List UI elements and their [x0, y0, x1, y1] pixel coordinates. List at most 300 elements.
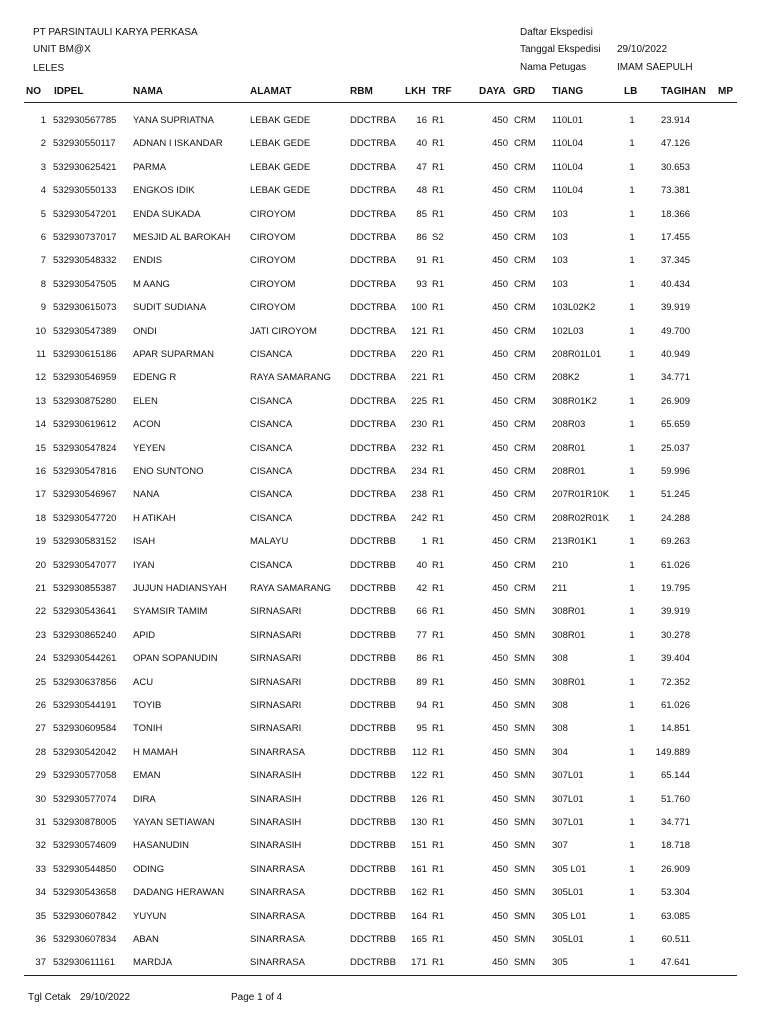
cell-no: 32	[35, 840, 46, 852]
cell-lkh: 86	[416, 232, 427, 243]
cell-tiang: 307L01	[552, 770, 584, 782]
cell-lkh: 47	[416, 161, 427, 173]
table-row	[0, 302, 768, 314]
cell-no: 36	[35, 934, 46, 945]
cell-lkh: 234	[411, 466, 427, 477]
table-row	[0, 606, 768, 618]
cell-lb: 1	[629, 325, 635, 337]
cell-grd: CRM	[514, 302, 536, 314]
cell-rbm: DDCTRBA	[350, 395, 396, 407]
cell-trf: R1	[432, 466, 445, 477]
cell-rbm: DDCTRBA	[350, 185, 396, 197]
cell-alamat: LEBAK GEDE	[250, 185, 311, 197]
officer-label: Nama Petugas	[520, 62, 587, 73]
area-name: LELES	[33, 63, 65, 74]
cell-trf: R1	[432, 840, 445, 852]
cell-nama: NANA	[133, 489, 160, 501]
cell-grd: CRM	[514, 232, 536, 243]
cell-rbm: DDCTRBB	[350, 559, 396, 571]
col-trf: TRF	[432, 86, 452, 97]
cell-lkh: 121	[411, 325, 427, 337]
cell-lb: 1	[629, 302, 635, 314]
cell-lkh: 161	[411, 863, 427, 875]
cell-tagihan: 61.026	[660, 700, 690, 711]
cell-alamat: SIRNASARI	[250, 606, 302, 618]
cell-rbm: DDCTRBB	[350, 723, 396, 735]
cell-grd: SMN	[514, 817, 536, 828]
cell-no: 30	[35, 793, 46, 805]
cell-lb: 1	[629, 606, 635, 618]
cell-alamat: CIROYOM	[250, 232, 296, 243]
cell-alamat: CISANCA	[250, 512, 293, 524]
cell-no: 22	[35, 606, 46, 618]
cell-lb: 1	[629, 583, 635, 594]
cell-daya: 450	[492, 395, 508, 407]
cell-lb: 1	[629, 278, 635, 290]
table-row	[0, 700, 768, 712]
cell-daya: 450	[492, 863, 508, 875]
col-alamat: ALAMAT	[250, 86, 292, 97]
cell-trf: R1	[432, 793, 445, 805]
cell-daya: 450	[492, 349, 508, 360]
cell-trf: R1	[432, 419, 445, 431]
cell-no: 27	[35, 723, 46, 735]
cell-tiang: 208K2	[552, 372, 580, 384]
cell-trf: R1	[432, 536, 445, 548]
cell-alamat: CIROYOM	[250, 255, 296, 267]
table-row	[0, 630, 768, 642]
cell-tagihan: 51.760	[660, 793, 690, 805]
cell-trf: R1	[432, 161, 445, 173]
cell-grd: CRM	[514, 161, 536, 173]
cell-trf: R1	[432, 349, 445, 360]
cell-lkh: 165	[411, 934, 427, 945]
cell-tiang: 208R03	[552, 419, 586, 431]
cell-lkh: 221	[411, 372, 427, 384]
cell-idpel: 532930543658	[53, 887, 117, 899]
cell-no: 9	[40, 302, 46, 314]
cell-tiang: 110L04	[552, 185, 583, 197]
cell-trf: R1	[432, 115, 445, 126]
table-row	[0, 279, 768, 291]
cell-daya: 450	[492, 583, 508, 594]
table-row	[0, 489, 768, 501]
cell-lkh: 112	[411, 746, 427, 758]
date-label: Tanggal Ekspedisi	[520, 44, 601, 55]
cell-trf: R1	[432, 910, 445, 922]
cell-idpel: 532930548332	[53, 255, 117, 267]
cell-daya: 450	[492, 442, 508, 454]
cell-daya: 450	[492, 793, 508, 805]
cell-tagihan: 37.345	[660, 255, 690, 267]
cell-tagihan: 30.653	[660, 161, 690, 173]
cell-lb: 1	[629, 372, 635, 384]
cell-daya: 450	[492, 161, 508, 173]
cell-lkh: 232	[411, 442, 427, 454]
col-nama: NAMA	[133, 86, 163, 97]
cell-daya: 450	[492, 934, 508, 945]
cell-rbm: DDCTRBB	[350, 583, 396, 594]
cell-tagihan: 65.659	[660, 419, 690, 431]
cell-lb: 1	[629, 653, 635, 665]
table-bottom-divider	[24, 975, 737, 976]
table-row	[0, 232, 768, 244]
cell-alamat: CISANCA	[250, 395, 293, 407]
cell-grd: CRM	[514, 466, 536, 477]
cell-nama: ENO SUNTONO	[133, 466, 204, 477]
cell-trf: R1	[432, 372, 445, 384]
cell-rbm: DDCTRBB	[350, 957, 396, 969]
cell-no: 17	[35, 489, 46, 501]
cell-lkh: 122	[411, 770, 427, 782]
cell-daya: 450	[492, 840, 508, 852]
cell-lb: 1	[629, 934, 635, 945]
cell-tagihan: 24.288	[660, 512, 690, 524]
cell-lb: 1	[629, 185, 635, 197]
cell-rbm: DDCTRBA	[350, 349, 396, 360]
cell-alamat: SINARASIH	[250, 793, 302, 805]
cell-no: 21	[35, 583, 46, 594]
table-row	[0, 864, 768, 876]
cell-nama: ABAN	[133, 934, 159, 945]
cell-idpel: 532930615073	[53, 302, 117, 314]
cell-idpel: 532930737017	[53, 232, 117, 243]
cell-idpel: 532930550117	[53, 138, 116, 150]
cell-tagihan: 61.026	[660, 559, 690, 571]
cell-tiang: 308R01K2	[552, 395, 597, 407]
cell-trf: R1	[432, 512, 445, 524]
cell-tiang: 305L01	[552, 934, 584, 945]
cell-grd: CRM	[514, 372, 536, 384]
cell-trf: R1	[432, 863, 445, 875]
cell-no: 16	[35, 466, 46, 477]
cell-lkh: 242	[411, 512, 427, 524]
cell-lb: 1	[629, 489, 635, 501]
cell-grd: SMN	[514, 606, 536, 618]
col-tagihan: TAGIHAN	[661, 86, 706, 97]
cell-rbm: DDCTRBB	[350, 700, 396, 711]
cell-tagihan: 39.919	[660, 302, 690, 314]
table-row	[0, 770, 768, 782]
cell-trf: R1	[432, 957, 445, 969]
cell-grd: CRM	[514, 512, 536, 524]
cell-lb: 1	[629, 536, 635, 548]
cell-rbm: DDCTRBA	[350, 325, 396, 337]
cell-idpel: 532930547389	[53, 325, 117, 337]
cell-lb: 1	[629, 161, 635, 173]
cell-nama: ENDIS	[133, 255, 163, 267]
cell-lkh: 40	[416, 559, 427, 571]
cell-nama: YAYAN SETIAWAN	[133, 817, 215, 828]
cell-alamat: LEBAK GEDE	[250, 161, 311, 173]
cell-no: 3	[40, 161, 46, 173]
cell-lb: 1	[629, 419, 635, 431]
cell-rbm: DDCTRBB	[350, 606, 396, 618]
cell-lb: 1	[629, 840, 635, 852]
cell-lb: 1	[629, 863, 635, 875]
cell-idpel: 532930547720	[53, 512, 117, 524]
cell-daya: 450	[492, 653, 508, 665]
cell-idpel: 532930550133	[53, 185, 117, 197]
cell-tagihan: 17.455	[660, 232, 690, 243]
cell-lkh: 162	[411, 887, 427, 899]
cell-tagihan: 53.304	[660, 887, 690, 899]
cell-alamat: RAYA SAMARANG	[250, 372, 331, 384]
cell-tiang: 110L04	[552, 161, 583, 173]
cell-daya: 450	[492, 700, 508, 711]
cell-rbm: DDCTRBB	[350, 840, 396, 852]
cell-no: 15	[35, 442, 46, 454]
col-daya: DAYA	[479, 86, 506, 97]
cell-alamat: CIROYOM	[250, 208, 296, 220]
cell-alamat: CISANCA	[250, 489, 293, 501]
cell-alamat: SIRNASARI	[250, 629, 302, 641]
cell-tagihan: 23.914	[660, 115, 690, 126]
cell-tiang: 103	[552, 208, 568, 220]
cell-daya: 450	[492, 208, 508, 220]
cell-nama: ENGKOS IDIK	[133, 185, 195, 197]
table-row	[0, 583, 768, 595]
cell-nama: H MAMAH	[133, 746, 178, 758]
cell-daya: 450	[492, 302, 508, 314]
cell-nama: EMAN	[133, 770, 161, 782]
cell-nama: TONIH	[133, 723, 163, 735]
cell-lkh: 225	[411, 395, 427, 407]
cell-trf: R1	[432, 185, 445, 197]
cell-rbm: DDCTRBB	[350, 793, 396, 805]
cell-trf: R1	[432, 746, 445, 758]
cell-idpel: 532930543641	[53, 606, 117, 618]
cell-alamat: CISANCA	[250, 419, 293, 431]
cell-nama: PARMA	[133, 161, 167, 173]
officer-value: IMAM SAEPULH	[617, 62, 693, 73]
cell-grd: CRM	[514, 583, 536, 594]
cell-daya: 450	[492, 770, 508, 782]
cell-trf: R1	[432, 817, 445, 828]
cell-lb: 1	[629, 255, 635, 267]
cell-no: 19	[35, 536, 46, 548]
cell-tiang: 208R01L01	[552, 349, 602, 360]
cell-daya: 450	[492, 957, 508, 969]
cell-tiang: 211	[552, 583, 568, 594]
cell-grd: CRM	[514, 489, 536, 501]
cell-lb: 1	[629, 512, 635, 524]
table-row	[0, 466, 768, 478]
cell-grd: CRM	[514, 349, 536, 360]
cell-lkh: 40	[416, 138, 427, 150]
cell-lb: 1	[629, 138, 635, 150]
cell-nama: APID	[133, 629, 156, 641]
cell-lb: 1	[629, 817, 635, 828]
cell-nama: ISAH	[133, 536, 156, 548]
cell-daya: 450	[492, 232, 508, 243]
cell-no: 20	[35, 559, 46, 571]
cell-alamat: JATI CIROYOM	[250, 325, 317, 337]
cell-lkh: 94	[416, 700, 427, 711]
cell-grd: SMN	[514, 957, 536, 969]
cell-idpel: 532930547816	[53, 466, 117, 477]
cell-tiang: 307L01	[552, 793, 584, 805]
cell-no: 5	[40, 208, 46, 220]
cell-lkh: 16	[416, 115, 427, 126]
cell-lkh: 95	[416, 723, 427, 735]
cell-grd: SMN	[514, 653, 536, 665]
cell-idpel: 532930544191	[53, 700, 117, 711]
cell-lb: 1	[629, 793, 635, 805]
cell-trf: R1	[432, 629, 445, 641]
cell-lkh: 91	[416, 255, 427, 267]
cell-tiang: 208R01	[552, 466, 586, 477]
cell-rbm: DDCTRBB	[350, 629, 396, 641]
cell-tiang: 103L02K2	[552, 302, 596, 314]
cell-trf: R1	[432, 325, 445, 337]
cell-lkh: 42	[416, 583, 427, 594]
cell-idpel: 532930547505	[53, 278, 117, 290]
cell-no: 10	[35, 325, 46, 337]
cell-daya: 450	[492, 489, 508, 501]
cell-lkh: 100	[411, 302, 427, 314]
cell-rbm: DDCTRBA	[350, 302, 396, 314]
cell-no: 24	[35, 653, 46, 665]
cell-daya: 450	[492, 512, 508, 524]
col-mp: MP	[718, 86, 733, 97]
table-row	[0, 677, 768, 689]
cell-lkh: 220	[411, 349, 427, 360]
cell-idpel: 532930878005	[53, 817, 117, 828]
cell-rbm: DDCTRBB	[350, 910, 396, 922]
cell-nama: H ATIKAH	[133, 512, 176, 524]
cell-nama: SUDIT SUDIANA	[133, 302, 207, 314]
cell-rbm: DDCTRBB	[350, 536, 396, 548]
cell-grd: CRM	[514, 185, 536, 197]
cell-nama: SYAMSIR TAMIM	[133, 606, 208, 618]
cell-alamat: CIROYOM	[250, 278, 296, 290]
cell-grd: SMN	[514, 887, 536, 899]
cell-tiang: 305	[552, 957, 568, 969]
cell-rbm: DDCTRBB	[350, 676, 396, 688]
cell-trf: R1	[432, 934, 445, 945]
cell-trf: R1	[432, 138, 445, 150]
col-grd: GRD	[513, 86, 536, 97]
cell-nama: MESJID AL BAROKAH	[133, 232, 231, 243]
cell-nama: EDENG R	[133, 372, 177, 384]
cell-grd: CRM	[514, 325, 536, 337]
cell-tiang: 103	[552, 278, 568, 290]
cell-lb: 1	[629, 395, 635, 407]
cell-no: 31	[35, 817, 46, 828]
cell-tiang: 103	[552, 232, 568, 243]
cell-no: 29	[35, 770, 46, 782]
cell-tiang: 308	[552, 700, 568, 711]
cell-lb: 1	[629, 442, 635, 454]
cell-trf: R1	[432, 723, 445, 735]
cell-daya: 450	[492, 372, 508, 384]
cell-trf: R1	[432, 442, 445, 454]
cell-trf: R1	[432, 700, 445, 711]
cell-daya: 450	[492, 185, 508, 197]
cell-grd: SMN	[514, 910, 536, 922]
cell-idpel: 532930625421	[53, 161, 117, 173]
cell-lb: 1	[629, 232, 635, 243]
cell-lb: 1	[629, 700, 635, 711]
cell-tagihan: 26.909	[660, 395, 690, 407]
cell-nama: TOYIB	[133, 700, 162, 711]
cell-trf: R1	[432, 489, 445, 501]
cell-alamat: SINARRASA	[250, 910, 305, 922]
cell-trf: R1	[432, 255, 445, 267]
table-row	[0, 723, 768, 735]
cell-tagihan: 19.795	[660, 583, 690, 594]
cell-grd: CRM	[514, 559, 536, 571]
cell-tagihan: 40.434	[660, 278, 690, 290]
col-lkh: LKH	[405, 86, 426, 97]
cell-daya: 450	[492, 723, 508, 735]
table-row	[0, 349, 768, 361]
cell-lkh: 238	[411, 489, 427, 501]
cell-tiang: 308R01	[552, 676, 586, 688]
cell-tiang: 308R01	[552, 606, 586, 618]
cell-no: 28	[35, 746, 46, 758]
cell-tiang: 210	[552, 559, 568, 571]
cell-tagihan: 34.771	[660, 817, 690, 828]
cell-grd: SMN	[514, 746, 536, 758]
cell-nama: DADANG HERAWAN	[133, 887, 225, 899]
cell-rbm: DDCTRBA	[350, 232, 396, 243]
company-name: PT PARSINTAULI KARYA PERKASA	[33, 27, 198, 38]
cell-nama: YANA SUPRIATNA	[133, 115, 214, 126]
cell-lb: 1	[629, 746, 635, 758]
cell-tagihan: 73.381	[660, 185, 690, 197]
cell-no: 13	[35, 395, 46, 407]
cell-daya: 450	[492, 817, 508, 828]
cell-daya: 450	[492, 115, 508, 126]
cell-idpel: 532930855387	[53, 583, 117, 594]
cell-lb: 1	[629, 723, 635, 735]
cell-no: 14	[35, 419, 46, 431]
cell-trf: R1	[432, 606, 445, 618]
cell-trf: R1	[432, 770, 445, 782]
cell-lkh: 230	[411, 419, 427, 431]
table-row	[0, 162, 768, 174]
cell-tagihan: 18.718	[660, 840, 690, 852]
cell-lkh: 130	[411, 817, 427, 828]
table-row	[0, 255, 768, 267]
cell-daya: 450	[492, 325, 508, 337]
cell-nama: APAR SUPARMAN	[133, 349, 214, 360]
cell-lb: 1	[629, 559, 635, 571]
cell-grd: CRM	[514, 278, 536, 290]
cell-tagihan: 60.511	[661, 934, 690, 945]
cell-daya: 450	[492, 559, 508, 571]
cell-grd: SMN	[514, 934, 536, 945]
table-row	[0, 372, 768, 384]
cell-tagihan: 149.889	[655, 746, 690, 758]
cell-daya: 450	[492, 536, 508, 548]
cell-idpel: 532930583152	[53, 536, 117, 548]
cell-idpel: 532930542042	[53, 746, 117, 758]
cell-idpel: 532930547824	[53, 442, 117, 454]
cell-nama: YEYEN	[133, 442, 166, 454]
cell-tagihan: 59.996	[660, 466, 690, 477]
date-value: 29/10/2022	[617, 44, 668, 55]
cell-rbm: DDCTRBA	[350, 138, 396, 150]
cell-nama: ONDI	[133, 325, 157, 337]
cell-tagihan: 72.352	[660, 676, 690, 688]
cell-daya: 450	[492, 278, 508, 290]
cell-idpel: 532930611161	[53, 957, 115, 969]
table-row	[0, 653, 768, 665]
cell-no: 4	[40, 185, 46, 197]
